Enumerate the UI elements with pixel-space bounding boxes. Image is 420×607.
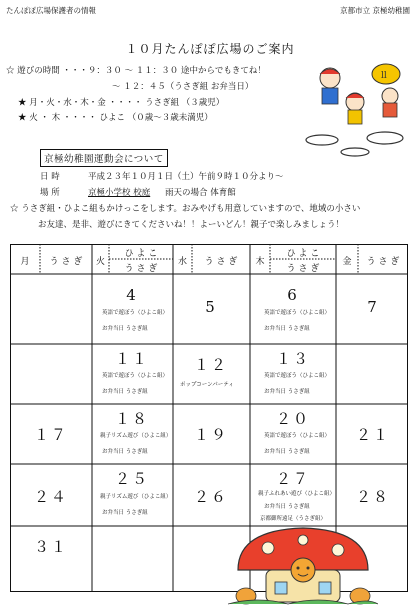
day-6-note-2: お弁当日 うさぎ組 [264,326,310,332]
day-26: ２６ [193,488,228,506]
mushroom-house-illustration [228,526,378,606]
day-18-note-1: 親子リズム遊び（ひよこ組） [100,433,172,439]
day-13-note-1: 英語で遊ぼう（ひよこ組） [264,373,331,379]
day-25-note-2: お弁当日 うさぎ組 [102,510,148,516]
day-4: 4 [126,286,138,304]
day-11: １１ [114,350,149,368]
day-27-note-2: お弁当日 うさぎ組 [264,504,310,510]
day-5: 5 [205,298,217,316]
day-27: ２７ [275,470,310,488]
header-left-text: たんぽぽ広場保護者の情報 [6,6,96,15]
day-27-note-3: 京都御所遠足（うさぎ組） [260,516,327,522]
day-19: １９ [193,426,228,444]
event-note-2: お友達、是非、遊びにきてくださいね！！よーいどん！親子で楽しみましょう！ [38,220,345,230]
day-11-note-2: お弁当日 うさぎ組 [102,389,148,395]
event-date-value: 平成２３年１０月１日（土）午前９時１０分より～ [88,172,284,182]
col-thu: 木 [255,257,265,267]
schedule-line-1: ☆ 遊びの時間 ・・・９：３０ ～ １１：３０ 途中からでもきてね！ [6,66,266,76]
day-4-note-2: お弁当日 うさぎ組 [102,326,148,332]
day-12-note-1: ポップコーンパーティ [180,382,234,388]
day-6-note-1: 英語で遊ぼう（ひよこ組） [264,310,331,316]
col-fri: 金 [342,257,352,267]
col-mon: 月 [20,257,30,267]
day-20-note-2: お弁当日 うさぎ組 [264,449,310,455]
col-fri-group: う さ ぎ [366,257,400,267]
col-thu-group-bottom: う さ ぎ [286,264,320,274]
day-21: ２１ [355,426,390,444]
day-7: 7 [367,298,379,316]
schedule-line-2: ～ １２：４５（うさぎ組 お弁当日） [112,82,254,92]
day-17: １７ [33,426,68,444]
event-place-label: 場 所 [40,188,60,198]
day-4-note-1: 英語で遊ぼう（ひよこ組） [102,310,169,316]
day-13-note-2: お弁当日 うさぎ組 [264,389,310,395]
day-20: ２０ [275,410,310,428]
event-place-rain: 雨天の場合 体育館 [165,188,236,198]
header-right-text: 京都市立 京極幼稚園 [340,6,410,15]
day-27-note-1: 親子ふれあい遊び（ひよこ組） [258,491,336,497]
col-tue-group-top: ひ よ こ [124,249,158,259]
col-tue-group-bottom: う さ ぎ [124,264,158,274]
event-note-1: ☆ うさぎ組・ひよこ組もかけっこをします。おみやげも用意していますので、地域の小さい [10,204,361,214]
col-tue: 火 [95,257,105,267]
event-date-label: 日 時 [40,172,60,182]
day-12: １２ [193,356,228,374]
schedule-line-4: ★ 火 ・ 木 ・・・・ ひよこ （０歳～３歳未満児） [18,113,213,123]
day-31: ３１ [33,538,68,556]
col-wed: 水 [177,257,187,267]
day-18: １８ [114,410,149,428]
day-13: １３ [275,350,310,368]
event-heading: 京極幼稚園運動会について [40,149,168,167]
page-title: １０月たんぽぽ広場のご案内 [125,42,295,56]
day-6: 6 [287,286,299,304]
day-25: ２５ [114,470,149,488]
col-wed-group: う さ ぎ [204,257,238,267]
col-thu-group-top: ひ よ こ [286,249,320,259]
day-20-note-1: 英語で遊ぼう（ひよこ組） [264,433,331,439]
event-place-value: 京極小学校 校庭 [88,188,151,198]
col-mon-group: う さ ぎ [49,257,83,267]
svg-text:ll: ll [381,71,387,81]
day-18-note-2: お弁当日 うさぎ組 [102,449,148,455]
day-25-note-1: 親子リズム遊び（ひよこ組） [100,494,172,500]
schedule-line-3: ★ 月・火・水・木・金 ・・・・ うさぎ組 （３歳児） [18,98,225,108]
children-playing-illustration [300,60,410,160]
day-11-note-1: 英語で遊ぼう（ひよこ組） [102,373,169,379]
day-24: ２４ [33,488,68,506]
day-28: ２８ [355,488,390,506]
